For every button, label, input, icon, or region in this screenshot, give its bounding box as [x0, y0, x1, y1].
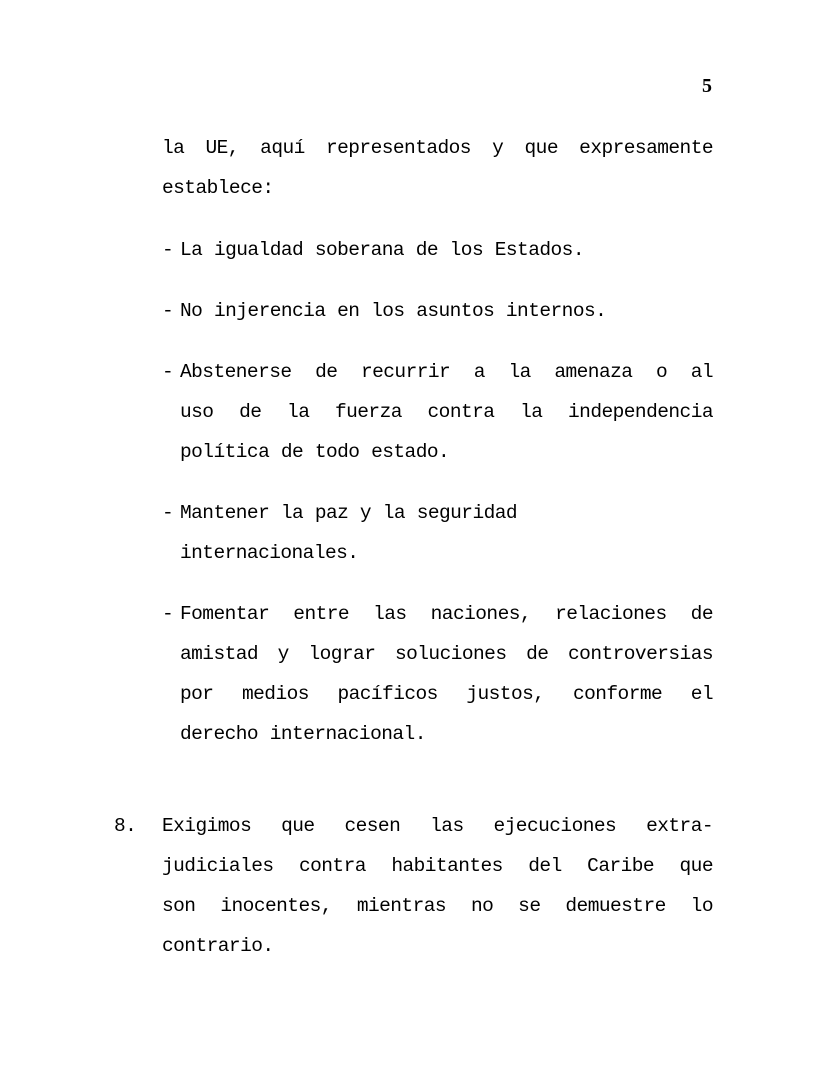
list-item — [162, 352, 713, 472]
list-item-line: amistad y lograr soluciones de controversias — [180, 643, 713, 665]
list-item-line: No injerencia en los asuntos internos. — [180, 300, 607, 322]
bullet-dash-marker: - — [162, 603, 174, 625]
bullet-dash-marker: - — [162, 239, 174, 261]
list-item-line: Mantener la paz y la seguridad — [180, 502, 518, 524]
list-item-line: uso de la fuerza contra la independencia — [180, 401, 713, 423]
numbered-item-list — [112, 806, 713, 966]
list-item-line: derecho internacional. — [180, 723, 426, 745]
numbered-item-line: Exigimos que cesen las ejecuciones extra- — [162, 815, 713, 837]
paragraph-line: la UE, aquí representados y que expresamente — [162, 137, 713, 159]
numbered-item-marker: 8. — [114, 815, 137, 837]
list-item — [162, 291, 713, 331]
paragraph-line: establece: — [162, 177, 274, 199]
numbered-item-line: judiciales contra habitantes del Caribe que — [162, 855, 713, 877]
list-item-line: política de todo estado. — [180, 441, 450, 463]
list-item-line: Fomentar entre las naciones, relaciones de — [180, 603, 713, 625]
list-item — [162, 594, 713, 754]
numbered-item-line: contrario. — [162, 935, 274, 957]
document-body — [112, 128, 713, 966]
bullet-dash-marker: - — [162, 502, 174, 524]
numbered-item — [112, 806, 713, 966]
bullet-dash-marker: - — [162, 361, 174, 383]
list-item-line: Abstenerse de recurrir a la amenaza o al — [180, 361, 713, 383]
opening-paragraph — [162, 128, 713, 208]
list-item-line: internacionales. — [180, 542, 359, 564]
list-item — [162, 230, 713, 270]
list-item-line: por medios pacíficos justos, conforme el — [180, 683, 713, 705]
principles-bullet-list — [112, 230, 713, 754]
page-number: 5 — [702, 75, 712, 97]
list-item-line: La igualdad soberana de los Estados. — [180, 239, 584, 261]
numbered-item-line: son inocentes, mientras no se demuestre lo — [162, 895, 713, 917]
list-item — [162, 493, 713, 573]
bullet-dash-marker: - — [162, 300, 174, 322]
